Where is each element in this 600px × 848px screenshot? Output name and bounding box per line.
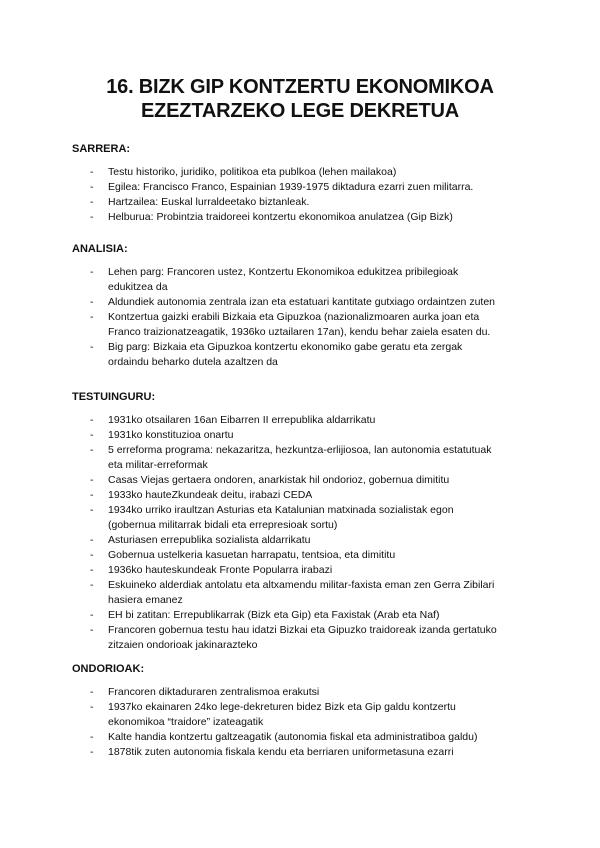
page-title: [0, 75, 600, 123]
section-heading: TESTUINGURU:: [72, 391, 156, 403]
bullet-dash: -: [90, 504, 94, 516]
list-item-line: Eskuineko alderdiak antolatu eta altxamendu militar-faxista eman zen Gerra Zibilari: [108, 579, 495, 591]
list-item: [72, 563, 542, 578]
bullet-dash: -: [90, 731, 94, 743]
section-testuinguru: [72, 390, 542, 653]
title-line-1: 16. BIZK GIP KONTZERTU EKONOMIKOA: [106, 76, 494, 98]
bullet-dash: -: [90, 609, 94, 621]
bullet-dash: -: [90, 579, 94, 591]
list-item-line: eta militar-erreformak: [108, 459, 208, 471]
list-item: [72, 428, 542, 443]
list-item: [72, 180, 542, 195]
list-item: [72, 503, 542, 533]
list-item: [72, 340, 542, 370]
list-item: [72, 413, 542, 428]
bullet-dash: -: [90, 746, 94, 758]
list-item-line: 1937ko ekainaren 24ko lege-dekreturen bidez Bizk eta Gip galdu kontzertu: [108, 701, 456, 713]
section-heading: ONDORIOAK:: [72, 663, 145, 675]
list-item-line: Big parg: Bizkaia eta Gipuzkoa kontzertu ekonomiko gabe geratu eta zergak: [108, 341, 463, 353]
list-item-line: 1878tik zuten autonomia fiskala kendu eta berriaren uniformetasuna ezarri: [108, 746, 454, 758]
section-ondorioak: [72, 662, 542, 760]
bullet-dash: -: [90, 429, 94, 441]
list-item: [72, 195, 542, 210]
bullet-list: [72, 265, 542, 370]
list-item: [72, 265, 542, 295]
list-item: [72, 685, 542, 700]
list-item-line: 1931ko otsailaren 16an Eibarren II errepublika aldarrikatu: [108, 414, 376, 426]
list-item-line: 1931ko konstituzioa onartu: [108, 429, 234, 441]
bullet-dash: -: [90, 296, 94, 308]
list-item: [72, 473, 542, 488]
list-item-line: Franco traizionatzeagatik, 1936ko uztailaren 17an), kendu behar zaiela esaten du.: [108, 326, 491, 338]
bullet-dash: -: [90, 701, 94, 713]
bullet-dash: -: [90, 211, 94, 223]
list-item: [72, 443, 542, 473]
bullet-dash: -: [90, 414, 94, 426]
list-item: [72, 548, 542, 563]
bullet-dash: -: [90, 196, 94, 208]
bullet-dash: -: [90, 564, 94, 576]
list-item-text: Helburua: Probintzia traidoreei kontzertu ekonomikoa anulatzea (Gip Bizk): [108, 211, 453, 223]
list-item: [72, 700, 542, 730]
bullet-dash: -: [90, 181, 94, 193]
bullet-dash: -: [90, 311, 94, 323]
list-item-line: Lehen parg: Francoren ustez, Kontzertu Ekonomikoa edukitzea pribilegioak: [108, 266, 459, 278]
list-item-line: Kontzertua gaizki erabili Bizkaia eta Gipuzkoa (nazionalizmoaren aurka joan eta: [108, 311, 480, 323]
bullet-dash: -: [90, 166, 94, 178]
bullet-dash: -: [90, 686, 94, 698]
list-item-line: Kalte handia kontzertu galtzeagatik (autonomia fiskal eta administratiboa galdu): [108, 731, 478, 743]
list-item: [72, 730, 542, 745]
section-sarrera: [72, 142, 542, 225]
list-item-line: edukitzea da: [108, 281, 168, 293]
bullet-list: [72, 413, 542, 653]
list-item: [72, 310, 542, 340]
list-item-line: Asturiasen errepublika sozialista aldarrikatu: [108, 534, 311, 546]
list-item-line: Francoren diktaduraren zentralismoa erakutsi: [108, 686, 320, 698]
bullet-dash: -: [90, 624, 94, 636]
section-heading: SARRERA:: [72, 143, 131, 155]
list-item-line: Casas Viejas gertaera ondoren, anarkistak hil ondorioz, gobernua dimititu: [108, 474, 450, 486]
list-item-text: Hartzailea: Euskal lurraldeetako biztanleak.: [108, 196, 310, 208]
list-item-line: 1934ko urriko iraultzan Asturias eta Katalunian matxinada sozialistak egon: [108, 504, 454, 516]
list-item: [72, 745, 542, 760]
bullet-dash: -: [90, 474, 94, 486]
list-item-line: Aldundiek autonomia zentrala izan eta estatuari kantitate gutxiago ordaintzen zuten: [108, 296, 496, 308]
list-item-line: Gobernua ustelkeria kasuetan harrapatu, tentsioa, eta dimititu: [108, 549, 396, 561]
list-item: [72, 608, 542, 623]
list-item-line: zitzaien ondorioak jakinarazteko: [108, 639, 258, 651]
list-item-line: EH bi zatitan: Errepublikarrak (Bizk eta Gip) eta Faxistak (Arab eta Naf): [108, 609, 440, 621]
list-item-line: 1936ko hauteskundeak Fronte Popularra irabazi: [108, 564, 333, 576]
list-item-text: Egilea: Francisco Franco, Espainian 1939-1975 diktadura ezarri zuen militarra.: [108, 181, 474, 193]
list-item: [72, 165, 542, 180]
section-analisia: [72, 242, 542, 370]
list-item: [72, 488, 542, 503]
list-item: [72, 623, 542, 653]
list-item: [72, 295, 542, 310]
bullet-dash: -: [90, 489, 94, 501]
list-item-line: ordaindu beharko dutela azaltzen da: [108, 356, 278, 368]
list-item: [72, 578, 542, 608]
list-item-line: (gobernua militarrak bidali eta errepresioak sortu): [108, 519, 338, 531]
bullet-list: [72, 685, 542, 760]
bullet-dash: -: [90, 341, 94, 353]
list-item-line: 5 erreforma programa: nekazaritza, hezkuntza-erlijiosoa, lan autonomia estatutuak: [108, 444, 492, 456]
bullet-list: [72, 165, 542, 225]
list-item-line: Francoren gobernua testu hau idatzi Bizkai eta Gipuzko traidoreak izanda gertatuko: [108, 624, 497, 636]
list-item: [72, 210, 542, 225]
list-item-text: Testu historiko, juridiko, politikoa eta publkoa (lehen mailakoa): [108, 166, 397, 178]
list-item-line: ekonomikoa “traidore” izateagatik: [108, 716, 264, 728]
title-line-2: EZEZTARZEKO LEGE DEKRETUA: [141, 100, 459, 122]
list-item: [72, 533, 542, 548]
bullet-dash: -: [90, 534, 94, 546]
list-item-line: 1933ko hauteZkundeak deitu, irabazi CEDA: [108, 489, 313, 501]
bullet-dash: -: [90, 549, 94, 561]
bullet-dash: -: [90, 444, 94, 456]
section-heading: ANALISIA:: [72, 243, 128, 255]
list-item-line: hasiera emanez: [108, 594, 183, 606]
bullet-dash: -: [90, 266, 94, 278]
